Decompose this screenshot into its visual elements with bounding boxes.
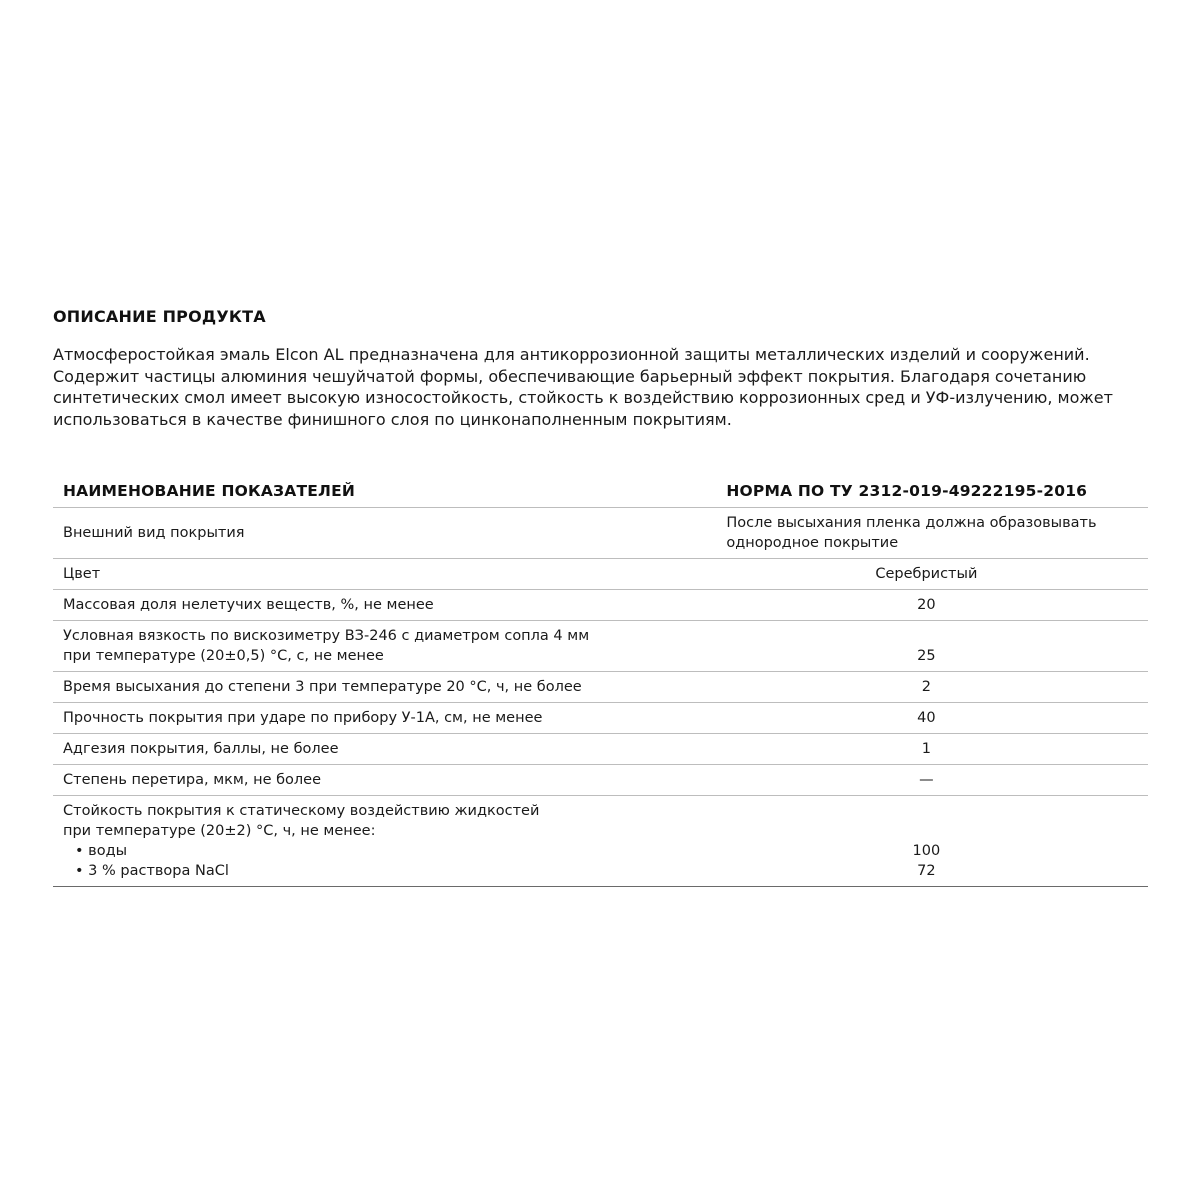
table-row [53,703,1148,734]
table-header-row [53,475,1148,508]
indicator-name: Прочность покрытия при ударе по прибору У-1А, см, не менее [53,703,726,734]
table-row [53,621,1148,672]
indicator-value: 100 72 [726,796,1148,887]
indicator-name: Адгезия покрытия, баллы, не более [53,734,726,765]
table-row [53,590,1148,621]
indicator-name: Внешний вид покрытия [53,508,726,559]
indicator-value: 25 [726,621,1148,672]
indicator-value: 2 [726,672,1148,703]
indicator-value: После высыхания пленка должна образовывать однородное покрытие [726,508,1148,559]
indicator-name: Условная вязкость по вискозиметру ВЗ-246 с диаметром сопла 4 мм при температуре (20±0,5) °С, с, не менее [53,621,726,672]
table-row [53,672,1148,703]
table-row [53,508,1148,559]
product-description [53,344,1148,430]
indicator-name: Цвет [53,559,726,590]
indicator-name: Массовая доля нелетучих веществ, %, не менее [53,590,726,621]
section-title: ОПИСАНИЕ ПРОДУКТА [53,307,266,326]
indicator-value: — [726,765,1148,796]
table-row [53,734,1148,765]
indicator-value: 20 [726,590,1148,621]
description-line: синтетических смол имеет высокую износостойкость, стойкость к воздействию коррозионных сред и УФ-излучению, может [53,388,1113,407]
indicator-value: Серебристый [726,559,1148,590]
product-description-section [53,306,1148,430]
description-line: использоваться в качестве финишного слоя по цинконаполненным покрытиям. [53,409,732,429]
description-line: Содержит частицы алюминия чешуйчатой формы, обеспечивающие барьерный эффект покрытия. Благодаря сочетанию [53,366,1087,386]
table-row [53,559,1148,590]
indicator-name: Стойкость покрытия к статическому воздействию жидкостей при температуре (20±2) °С, ч, не менее: • воды • 3 % раствора NaCl [53,796,726,887]
indicator-name: Время высыхания до степени 3 при температуре 20 °С, ч, не более [53,672,726,703]
indicator-value: 1 [726,734,1148,765]
description-line: Атмосферостойкая эмаль Elcon AL предназначена для антикоррозионной защиты металлических изделий и сооружений. [53,345,1090,364]
table-row [53,796,1148,887]
header-indicator-name: НАИМЕНОВАНИЕ ПОКАЗАТЕЛЕЙ [53,475,726,508]
indicator-name: Степень перетира, мкм, не более [53,765,726,796]
specifications-table [53,475,1148,887]
table-row [53,765,1148,796]
header-norm: НОРМА ПО ТУ 2312-019-49222195-2016 [726,475,1148,508]
indicator-value: 40 [726,703,1148,734]
